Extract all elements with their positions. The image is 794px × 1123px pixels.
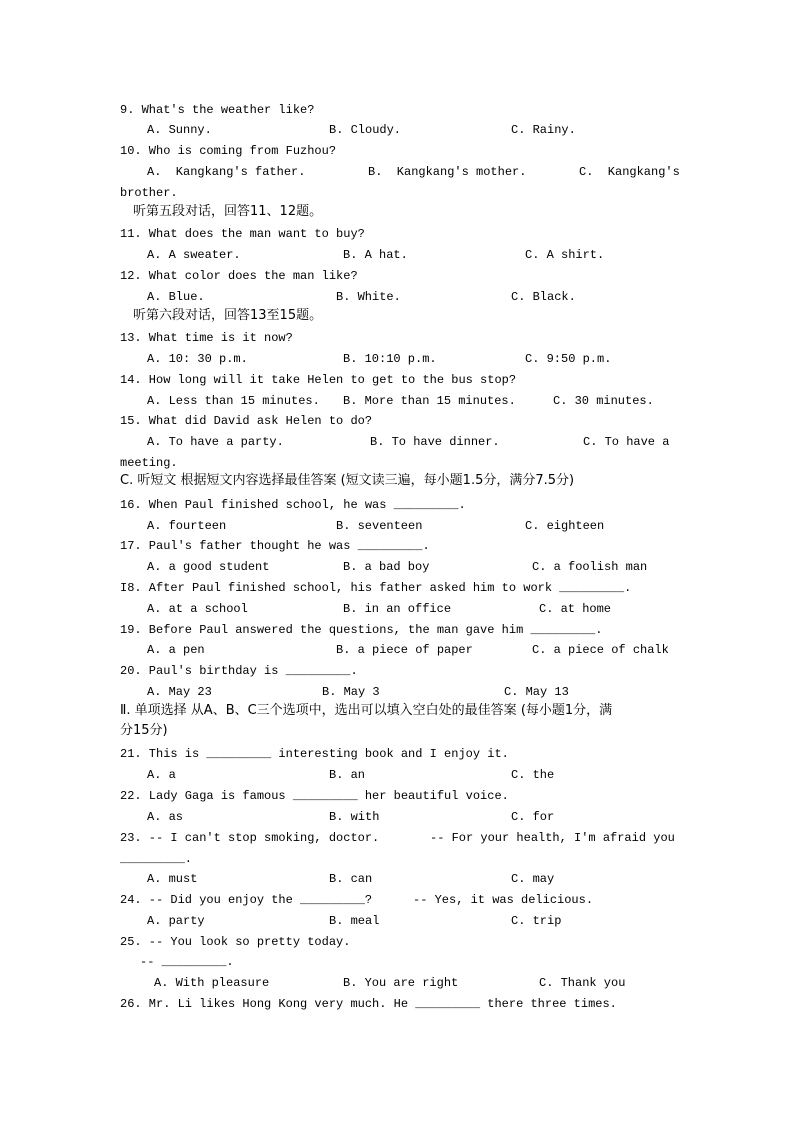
answer-option: C. a foolish man xyxy=(532,560,648,574)
answer-option: B. a bad boy xyxy=(343,560,430,574)
answer-option: A. With pleasure xyxy=(154,976,270,990)
answer-option: A. Sunny. xyxy=(147,123,212,137)
question-text: 16. When Paul finished school, he was _________. xyxy=(120,498,466,512)
answer-option: A. at a school xyxy=(147,602,248,616)
answer-option: C. for xyxy=(511,810,555,824)
question-text: 9. What's the weather like? xyxy=(120,103,315,117)
question-text: -- Yes, it was delicious. xyxy=(413,893,594,907)
answer-option: C. the xyxy=(511,768,555,782)
answer-option: C. at home xyxy=(539,602,612,616)
answer-option: A. a xyxy=(147,768,176,782)
question-text: 24. -- Did you enjoy the _________? xyxy=(120,893,373,907)
section-heading: 分15分) xyxy=(120,723,168,738)
question-text: 15. What did David ask Helen to do? xyxy=(120,414,373,428)
answer-option: A. fourteen xyxy=(147,519,227,533)
answer-option: A. Less than 15 minutes. xyxy=(147,394,320,408)
question-text: 25. -- You look so pretty today. xyxy=(120,935,351,949)
answer-option: B. seventeen xyxy=(336,519,423,533)
answer-option: A. Blue. xyxy=(147,290,205,304)
text-line: _________. xyxy=(120,852,193,866)
question-text: I8. After Paul finished school, his father asked him to work _________. xyxy=(120,581,632,595)
section-heading: C. 听短文 根据短文内容选择最佳答案 (短文读三遍，每小题1.5分，满分7.5分) xyxy=(120,473,575,488)
answer-option: A. 10: 30 p.m. xyxy=(147,352,248,366)
answer-option: C. 30 minutes. xyxy=(553,394,654,408)
answer-option: C. eighteen xyxy=(525,519,605,533)
question-text: 13. What time is it now? xyxy=(120,331,293,345)
answer-option: C. 9:50 p.m. xyxy=(525,352,612,366)
answer-option: B. To have dinner. xyxy=(370,435,500,449)
answer-option: C. Thank you xyxy=(539,976,626,990)
answer-option: C. Rainy. xyxy=(511,123,576,137)
answer-option: C. A shirt. xyxy=(525,248,605,262)
answer-option: A. To have a party. xyxy=(147,435,284,449)
question-text: -- For your health, I'm afraid you xyxy=(430,831,675,845)
answer-option: C. May 13 xyxy=(504,685,569,699)
answer-option: B. 10:10 p.m. xyxy=(343,352,437,366)
answer-option: B. A hat. xyxy=(343,248,408,262)
answer-option: B. You are right xyxy=(343,976,459,990)
text-line: -- _________. xyxy=(140,955,234,969)
answer-option: B. Kangkang's mother. xyxy=(368,165,527,179)
question-text: 20. Paul's birthday is _________. xyxy=(120,664,358,678)
answer-option: B. with xyxy=(329,810,380,824)
answer-option: A. Kangkang's father. xyxy=(147,165,306,179)
question-text: 22. Lady Gaga is famous _________ her beautiful voice. xyxy=(120,789,509,803)
answer-option: A. a good student xyxy=(147,560,270,574)
answer-option: C. may xyxy=(511,872,555,886)
question-text: 14. How long will it take Helen to get to the bus stop? xyxy=(120,373,517,387)
question-text: 21. This is _________ interesting book and I enjoy it. xyxy=(120,747,509,761)
section-heading: Ⅱ. 单项选择 从A、B、C三个选项中，选出可以填入空白处的最佳答案 (每小题1分，满 xyxy=(120,703,613,718)
answer-option: A. May 23 xyxy=(147,685,212,699)
question-text: 23. -- I can't stop smoking, doctor. xyxy=(120,831,380,845)
question-text: 19. Before Paul answered the questions, the man gave him _________. xyxy=(120,623,603,637)
section-heading: 听第六段对话，回答13至15题。 xyxy=(133,308,323,323)
answer-option: B. an xyxy=(329,768,366,782)
answer-option: C. Kangkang's xyxy=(579,165,680,179)
answer-option: B. can xyxy=(329,872,373,886)
answer-option: B. a piece of paper xyxy=(336,643,473,657)
answer-option: B. More than 15 minutes. xyxy=(343,394,516,408)
answer-option: A. must xyxy=(147,872,198,886)
answer-option: A. party xyxy=(147,914,205,928)
answer-option: C. To have a xyxy=(583,435,670,449)
answer-option: B. White. xyxy=(336,290,401,304)
question-text: 12. What color does the man like? xyxy=(120,269,358,283)
answer-option: A. a pen xyxy=(147,643,205,657)
question-text: 17. Paul's father thought he was _________. xyxy=(120,539,430,553)
answer-option: C. trip xyxy=(511,914,562,928)
question-text: 26. Mr. Li likes Hong Kong very much. He _________ there three times. xyxy=(120,997,617,1011)
answer-option: B. Cloudy. xyxy=(329,123,402,137)
section-heading: 听第五段对话，回答11、12题。 xyxy=(133,204,323,219)
answer-option: C. a piece of chalk xyxy=(532,643,669,657)
text-line: meeting. xyxy=(120,456,178,470)
answer-option: B. in an office xyxy=(343,602,452,616)
answer-option: C. Black. xyxy=(511,290,576,304)
answer-option: B. meal xyxy=(329,914,380,928)
answer-option: A. as xyxy=(147,810,184,824)
question-text: 11. What does the man want to buy? xyxy=(120,227,365,241)
question-text: 10. Who is coming from Fuzhou? xyxy=(120,144,337,158)
answer-option: B. May 3 xyxy=(322,685,380,699)
text-line: brother. xyxy=(120,186,178,200)
answer-option: A. A sweater. xyxy=(147,248,241,262)
